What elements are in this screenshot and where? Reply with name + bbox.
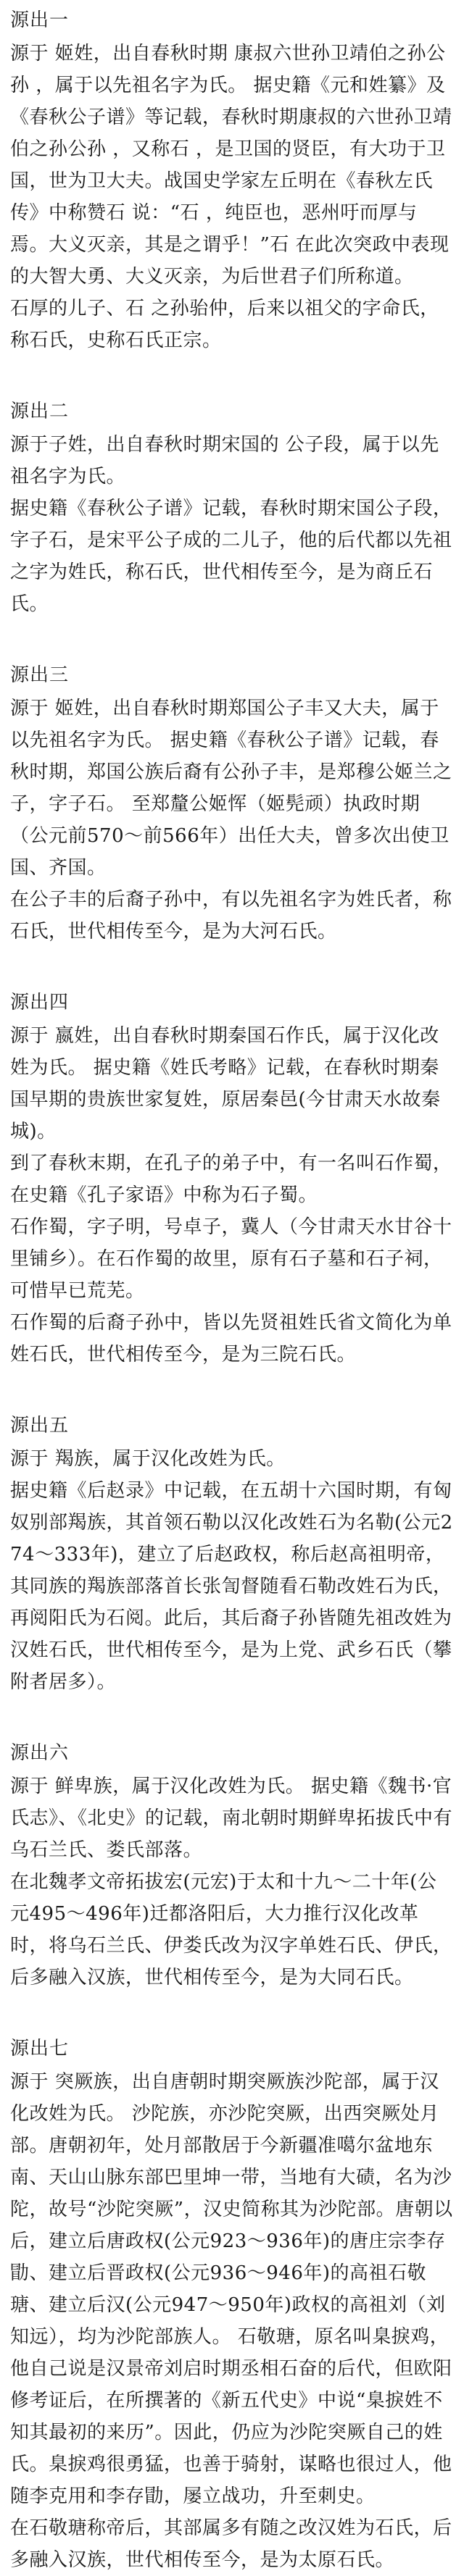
origin-section [10,1739,454,1994]
section-title: 源出七 [10,2038,70,2059]
origin-section [10,661,454,948]
section-title: 源出二 [10,401,70,422]
section-paragraph: 石厚的儿子、石 之孙骀仲，后来以祖父的字命氏，称石氏，史称石氏正宗。 [10,298,439,351]
section-paragraph: 源于 姬姓，出自春秋时期 康叔六世孙卫靖伯之孙公孙 ，属于以先祖名字为氏。 据史籍《元和姓纂》及《春秋公子谱》等记载，春秋时期康叔的六世孙卫靖伯之孙公孙 ，又称石 ，是卫国的贤臣，有大功于卫国，世为卫大夫。战国史学家左丘明在《春秋左氏传》中称赞石 说：“石 ，纯臣也，恶州吁而厚与焉。大义灭亲，其是之谓乎！”石 在此次突政中表现的大智大勇、大义灭亲，为后世君子们所称道。 [10,43,452,288]
origin-section [10,6,454,356]
section-paragraph: 石作蜀，字子明，号卓子，冀人（今甘肃天水甘谷十里铺乡）。在石作蜀的故里，原有石子墓和石子祠，可惜早已荒芜。 [10,1216,452,1302]
section-paragraph: 到了春秋末期，在孔子的弟子中，有一名叫石作蜀，在史籍《孔子家语》中称为石子蜀。 [10,1153,452,1206]
section-title: 源出五 [10,1415,70,1437]
section-title: 源出六 [10,1742,70,1764]
section-paragraph: 源于 羯族，属于汉化改姓为氏。 [10,1448,286,1470]
section-paragraph: 源于子姓，出自春秋时期宋国的 公子段，属于以先祖名字为氏。 [10,434,439,488]
section-title: 源出一 [10,9,70,31]
section-paragraph: 在公子丰的后裔子孙中，有以先祖名字为姓氏者，称石氏，世代相传至今，是为大河石氏。 [10,889,452,942]
section-paragraph: 源于 鲜卑族，属于汉化改姓为氏。 据史籍《魏书·官氏志》、《北史》的记载，南北朝时期鲜卑拓拔氏中有乌石兰氏、娄氏部落。 [10,1776,453,1861]
section-paragraph: 源于 姬姓，出自春秋时期郑国公子丰又大夫，属于以先祖名字为氏。 据史籍《春秋公子谱》记载，春秋时期，郑国公族后裔有公孙子丰，是郑穆公姬兰之子，字子石。 至郑釐公姬恽（姬髡顽）执政时期（公元前570～前566年）出任大夫，曾多次出使卫国、齐国。 [10,698,452,879]
origin-section [10,988,454,1371]
origin-section [10,397,454,620]
section-paragraph: 源于 嬴姓，出自春秋时期秦国石作氏，属于汉化改姓为氏。 据史籍《姓氏考略》记载，在春秋时期秦国早期的贵族世家复姓，原居秦邑(今甘肃天水故秦城)。 [10,1025,441,1142]
section-paragraph: 源于 突厥族，出自唐朝时期突厥族沙陀部，属于汉化改姓为氏。 沙陀族，亦沙陀突厥，出西突厥处月部。唐朝初年，处月部散居于今新疆准噶尔盆地东南、天山山脉东部巴里坤一带，当地有大碛，名为沙陀，故号“沙陀突厥”，汉史简称其为沙陀部。唐朝以后，建立后唐政权(公元923～936年)的唐庄宗李存勖、建立后晋政权(公元936～946年)的高祖石敬瑭、建立后汉(公元947～950年)政权的高祖刘（刘知远），均为沙陀部族人。 石敬瑭，原名叫臬捩鸡，他自己说是汉景帝刘启时期丞相石奋的后代，但欧阳修考证后，在所撰著的《新五代史》中说“臬捩姓不知其最初的来历”。因此，仍应为沙陀突厥自己的姓氏。臬捩鸡很勇猛，也善于骑射，谋略也很过人，他随李克用和李存勖，屡立战功，升至刺史。 [10,2071,453,2507]
section-paragraph: 石作蜀的后裔子孙中，皆以先贤祖姓氏省文简化为单姓石氏，世代相传至今，是为三院石氏。 [10,1312,452,1366]
origin-section [10,1411,454,1698]
section-paragraph: 在北魏孝文帝拓拔宏(元宏)于太和十九～二十年(公元495～496年)迁都洛阳后，大力推行汉化改革时，将乌石兰氏、伊娄氏改为汉字单姓石氏、伊氏，后多融入汉族，世代相传至今，是为大同石氏。 [10,1871,452,1989]
section-paragraph: 据史籍《后赵录》中记载，在五胡十六国时期，有匈奴别部羯族，其首领石勒以汉化改姓石为名勒(公元274～333年)，建立了后赵政权，称后赵高祖明帝，其同族的羯族部落首长张訇督随看石勒改姓石为氏，再阅阳氏为石阅。此后，其后裔子孙皆随先祖改姓为汉姓石氏，世代相传至今，是为上党、武乡石氏（攀附者居多）。 [10,1480,453,1693]
section-paragraph: 在石敬瑭称帝后，其部属多有随之改汉姓为石氏，后多融入汉族，世代相传至今，是为太原石氏。 [10,2517,452,2571]
section-title: 源出三 [10,664,70,686]
section-title: 源出四 [10,992,70,1013]
section-paragraph: 据史籍《春秋公子谱》记载，春秋时期宋国公子段，字子石，是宋平公子成的二儿子，他的后代都以先祖之字为姓氏，称石氏，世代相传至今，是为商丘石氏。 [10,498,452,615]
origin-section [10,2034,454,2576]
